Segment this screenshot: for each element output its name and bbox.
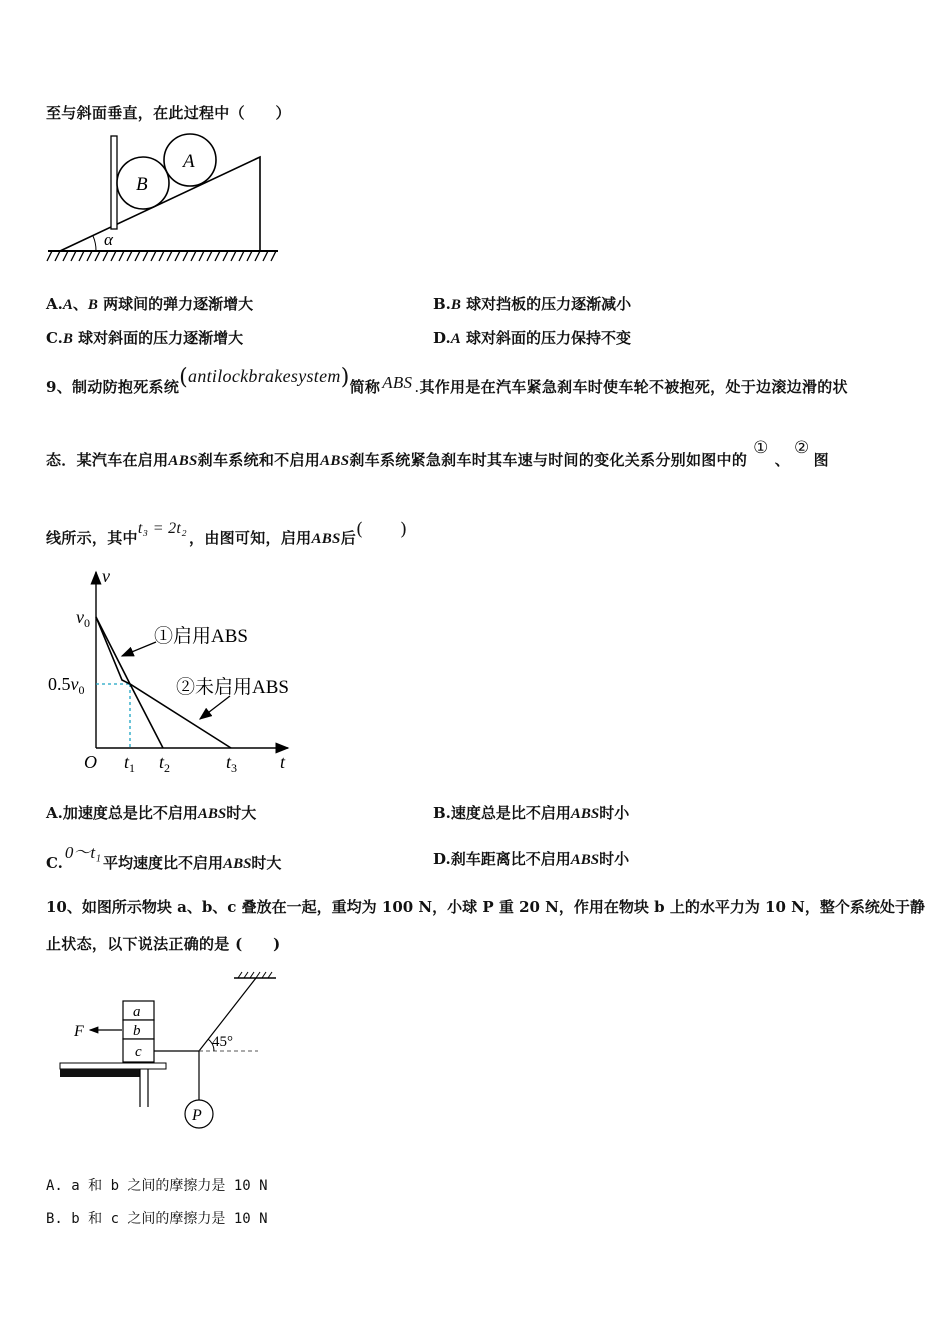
q8-stem-tail: 至与斜面垂直，在此过程中（ ） <box>46 104 291 122</box>
ball-a-label: A <box>183 151 195 172</box>
ceiling-hatching <box>238 972 272 978</box>
force-label: F <box>74 1023 84 1040</box>
q10-option-b[interactable]: B. b 和 c 之间的摩擦力是 10 N <box>46 1211 268 1227</box>
q8-option-d[interactable]: D.A 球对斜面的压力保持不变 <box>433 329 631 347</box>
ball-b-label: B <box>136 174 148 195</box>
q10-stem-line1: 10、如图所示物块 a、b、c 叠放在一起，重均为 100 N，小球 P 重 20 N，作用在物块 b 上的水平力为 10 N，整个系统处于静 <box>46 898 925 916</box>
q9-stem-line1: 9、制动防抱死系统(antilockbrakesystem)简称 ABS .其作用是在汽车紧急刹车时使车轮不被抱死，处于边滚边滑的状 <box>46 365 848 396</box>
table-top <box>60 1063 166 1069</box>
series-1-label: ①启用ABS <box>154 626 248 647</box>
angle-label: α <box>104 230 113 249</box>
q8-option-c[interactable]: C.B 球对斜面的压力逐渐增大 <box>46 329 244 347</box>
x-tick-t3: $t_3$ <box>226 752 238 774</box>
formula-paren-open: ( <box>179 365 189 390</box>
q9-option-a[interactable]: A.加速度总是比不启用ABS时大 <box>46 804 257 822</box>
x-tick-t2: $t_2$ <box>159 752 171 774</box>
x-axis-label: t <box>280 752 286 772</box>
series-1-pointer <box>122 642 156 656</box>
q10-stem-line2: 止状态，以下说法正确的是 ( ) <box>46 935 281 953</box>
y-tick-v0: $v_0$ <box>76 607 90 630</box>
y-tick-half-v0: $0.5v_0$ <box>48 674 85 697</box>
origin-label: O <box>84 752 97 772</box>
table-shading <box>60 1069 140 1077</box>
angle-label-45: 45° <box>212 1034 233 1050</box>
formula-paren-close: ) <box>340 365 350 390</box>
y-axis-label: v <box>102 566 110 586</box>
ball-p-label: P <box>192 1107 202 1124</box>
q9-option-d[interactable]: D.刹车距离比不启用ABS时小 <box>433 850 630 868</box>
q8-option-a[interactable]: A.A、B 两球间的弹力逐渐增大 <box>46 295 254 313</box>
q9-option-c[interactable]: C.0～t₁平均速度比不启用ABS时大 <box>46 843 282 872</box>
q8-incline-figure <box>44 130 284 266</box>
baffle-plate <box>111 136 117 229</box>
q9-vt-chart <box>44 562 304 774</box>
q9-stem-line2: 态．某汽车在启用ABS刹车系统和不启用ABS刹车系统紧急刹车时其车速与时间的变化关系分别如图中的①、②图 <box>46 438 829 469</box>
block-c-label: c <box>135 1044 142 1060</box>
q9-stem-line3: 线所示，其中t₃ = 2t₂，由图可知，启用ABS后( ) <box>46 519 408 547</box>
block-a-label: a <box>133 1004 141 1020</box>
q10-blocks-figure <box>56 970 292 1146</box>
x-tick-t1: $t_1$ <box>124 752 136 774</box>
ground-hatching <box>47 251 276 261</box>
q8-option-b[interactable]: B.B 球对挡板的压力逐渐减小 <box>433 295 632 313</box>
q10-option-a[interactable]: A. a 和 b 之间的摩擦力是 10 N <box>46 1178 268 1194</box>
block-b-label: b <box>133 1023 141 1039</box>
series-2-pointer <box>200 696 230 719</box>
angle-arc <box>93 236 96 251</box>
series-2-label: ②未启用ABS <box>176 677 289 698</box>
q9-option-b[interactable]: B.速度总是比不启用ABS时小 <box>433 804 630 822</box>
